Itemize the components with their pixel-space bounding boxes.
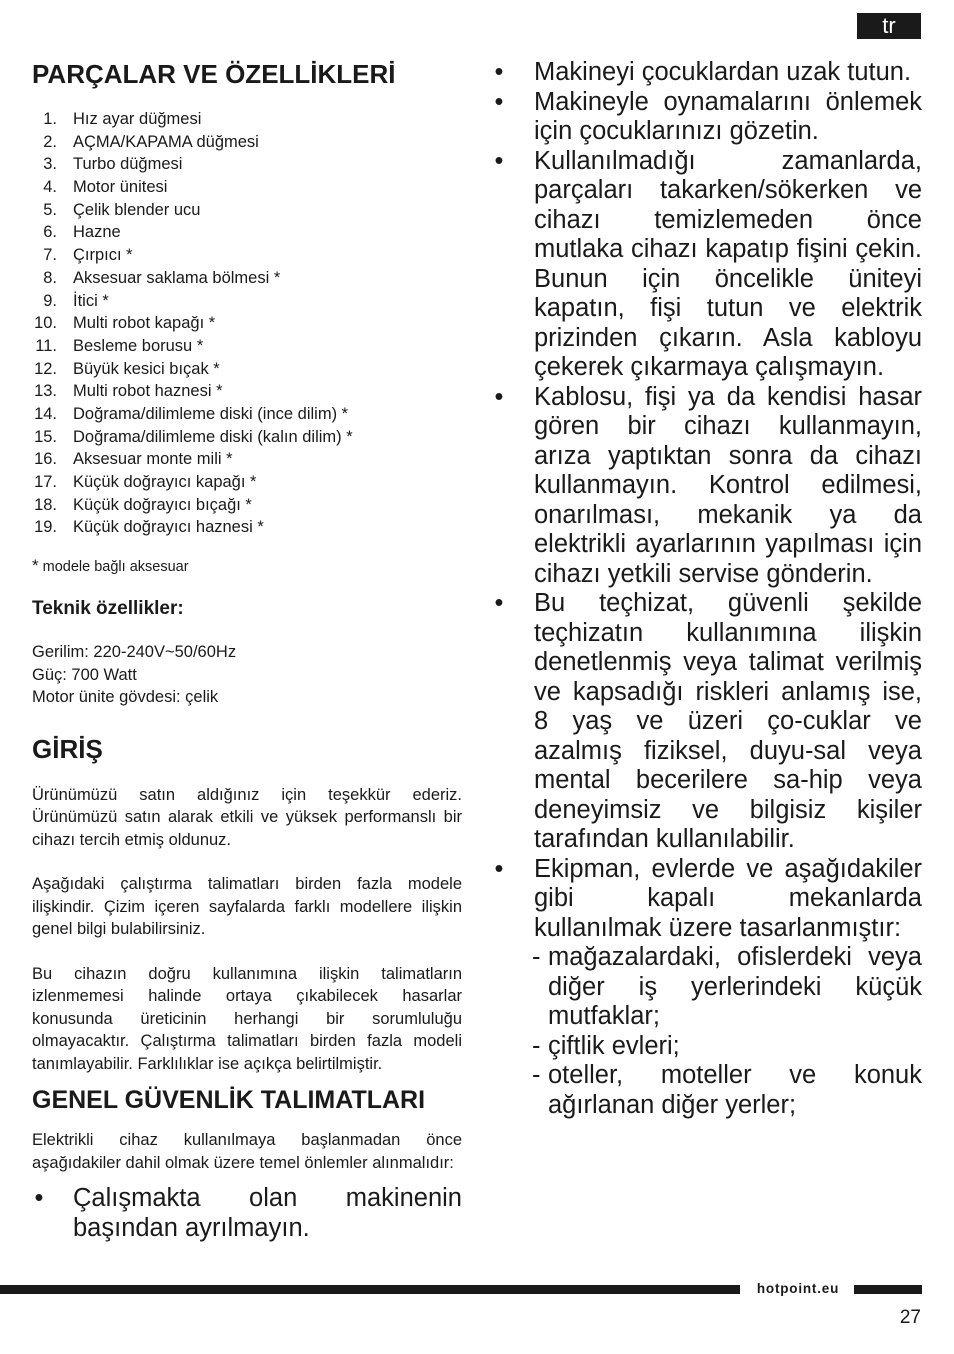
part-item	[32, 108, 462, 131]
giris-paragraph: Ürünümüzü satın aldığınız için teşekkür ederiz. Ürünümüzü satın alarak etkili ve yüksek performanslı bir cihazı tercih etmiş oldunuz.	[32, 785, 462, 849]
part-label: İtici *	[73, 291, 109, 310]
part-item	[32, 448, 462, 471]
bullet-item	[32, 1184, 462, 1243]
page-number: 27	[899, 1307, 921, 1328]
sub-item	[492, 1061, 922, 1120]
part-number: 9.	[43, 291, 57, 310]
bullet-text: Kullanılmadığı zamanlarda, parçaları takarken/sökerken ve cihazı temizlemeden önce mutlaka cihazı kapatıp fişini çekin. Bunun için öncelikle üniteyi kapatın, fişi tutun ve elektrik prizinden çıkarın. Asla kabloyu çekerek çıkarmaya çalışmayın.	[534, 146, 922, 381]
part-item	[32, 153, 462, 176]
sub-dash: -	[532, 1031, 541, 1060]
bullet-text: Kablosu, fişi ya da kendisi hasar gören bir cihazı kullanmayın, arıza yaptıktan sonra da cihazı kullanmayın. Kontrol edilmesi, onarılması, mekanik ya da elektrikli ayarlarının yapılması için cihazı yetkili servise gönderin.	[534, 382, 922, 588]
part-label: Çelik blender ucu	[73, 200, 201, 219]
part-number: 1.	[43, 110, 57, 128]
part-number: 8.	[43, 268, 57, 287]
bullet-dot: •	[494, 382, 504, 411]
part-number: 12.	[34, 359, 57, 378]
giris-paragraph: Aşağıdaki çalıştırma talimatları birden fazla modele ilişkindir. Çizim içeren sayfalarda farklı modellere ilişkin genel bilgi bulabilirsiniz.	[32, 875, 462, 939]
part-item	[32, 358, 462, 381]
part-label: Hazne	[73, 223, 121, 242]
part-number: 13.	[34, 382, 57, 401]
part-number: 6.	[43, 223, 57, 242]
sub-item-text: oteller, moteller ve konuk ağırlanan diğer yerler;	[548, 1061, 922, 1119]
part-label: Doğrama/dilimleme diski (ince dilim) *	[73, 404, 349, 423]
part-label: Küçük doğrayıcı bıçağı *	[73, 495, 252, 514]
part-label: Küçük doğrayıcı kapağı *	[73, 473, 257, 491]
part-item	[32, 335, 462, 358]
part-item	[32, 199, 462, 222]
sub-item	[492, 943, 922, 1032]
sub-dash: -	[532, 943, 541, 971]
right-column	[492, 58, 922, 1120]
language-tab: tr	[857, 13, 921, 39]
part-number: 11.	[35, 336, 57, 355]
bullet-dot: •	[494, 854, 504, 883]
part-item	[32, 471, 462, 494]
part-item	[32, 516, 462, 539]
bullet-item	[492, 88, 922, 147]
part-item	[32, 267, 462, 290]
part-number: 17.	[34, 473, 57, 491]
part-item	[32, 221, 462, 244]
sub-item	[492, 1032, 922, 1062]
right-bullet-list	[492, 58, 922, 943]
bullet-text: Çalışmakta olan makinenin başından ayrılmayın.	[73, 1184, 462, 1242]
part-label: Motor ünitesi	[73, 178, 168, 197]
bullet-dot: •	[494, 589, 504, 617]
parts-section-title: PARÇALAR VE ÖZELLİKLERİ	[32, 59, 396, 89]
part-label: Aksesuar saklama bölmesi *	[73, 268, 281, 287]
part-number: 14.	[34, 404, 57, 423]
part-number: 10.	[34, 314, 57, 333]
parts-footnote	[32, 557, 462, 576]
part-label: Multi robot kapağı *	[73, 314, 216, 333]
tech-title: Teknik özellikler:	[32, 598, 184, 620]
part-label: Turbo düğmesi	[73, 155, 183, 174]
part-label: Büyük kesici bıçak *	[73, 359, 220, 378]
part-number: 3.	[43, 155, 57, 174]
part-number: 16.	[34, 450, 57, 469]
genel-title: GENEL GÜVENLİK TALIMATLARI	[32, 1086, 426, 1115]
part-item	[32, 176, 462, 199]
bullet-dot: •	[494, 146, 504, 175]
part-label: Doğrama/dilimleme diski (kalın dilim) *	[73, 427, 353, 446]
sub-item-list	[492, 943, 922, 1120]
part-number: 5.	[43, 200, 57, 219]
part-item	[32, 380, 462, 403]
bullet-text: Makineyle oynamalarını önlemek için çocuklarınızı gözetin.	[534, 87, 922, 145]
left-column	[32, 58, 462, 1243]
part-label: Küçük doğrayıcı haznesi *	[73, 518, 264, 537]
part-label: Aksesuar monte mili *	[73, 450, 233, 469]
sub-dash: -	[532, 1061, 541, 1089]
part-item	[32, 131, 462, 154]
bullet-text: Makineyi çocuklardan uzak tutun.	[534, 58, 912, 86]
footer-rule-right	[854, 1285, 922, 1294]
part-item	[32, 403, 462, 426]
part-label: AÇMA/KAPAMA düğmesi	[73, 132, 259, 151]
part-label: Multi robot haznesi *	[73, 382, 223, 401]
bullet-item	[492, 58, 922, 88]
part-number: 19.	[34, 518, 57, 537]
part-item	[32, 494, 462, 517]
part-item	[32, 312, 462, 335]
footnote-text: modele bağlı aksesuar	[38, 559, 189, 576]
sub-item-text: çiftlik evleri;	[548, 1031, 680, 1060]
tech-body: Motor ünite gövdesi: çelik	[32, 688, 219, 707]
bullet-item	[492, 147, 922, 383]
footnote-star: *	[32, 556, 39, 576]
part-label: Hız ayar düğmesi	[73, 110, 202, 128]
genel-intro: Elektrikli cihaz kullanılmaya başlanmadan önce aşağıdakiler dahil olmak üzere temel önlemler alınmalıdır:	[32, 1131, 462, 1172]
part-item	[32, 290, 462, 313]
giris-paragraph: Bu cihazın doğru kullanımına ilişkin talimatların izlenmemesi halinde ortaya çıkabilecek hasarlar konusunda üreticinin herhangi bir sorumluluğu olmayacaktır. Çalıştırma talimatları birden fazla modeli tanımlayabilir. Farklılıklar ise açıkça belirtilmiştir.	[32, 964, 462, 1073]
part-item	[32, 244, 462, 267]
part-number: 2.	[43, 132, 57, 151]
part-number: 4.	[43, 178, 57, 197]
sub-item-text: mağazalardaki, ofislerdeki veya diğer iş yerlerindeki küçük mutfaklar;	[548, 943, 922, 1030]
bullet-item	[492, 383, 922, 590]
part-item	[32, 426, 462, 449]
footer-site: hotpoint.eu	[756, 1281, 840, 1296]
part-number: 15.	[34, 427, 57, 446]
bullet-item	[492, 855, 922, 944]
left-bullet-list	[32, 1184, 462, 1243]
parts-list	[32, 108, 462, 539]
tech-voltage: Gerilim: 220-240V~50/60Hz	[32, 643, 237, 662]
bullet-item	[492, 589, 922, 855]
bullet-dot: •	[494, 87, 504, 116]
tech-specs	[32, 641, 462, 709]
bullet-text: Bu teçhizat, güvenli şekilde teçhizatın kullanımına ilişkin denetlenmiş veya talimat verilmiş ve kapsadığı riskleri anlamış ise, 8 yaş ve üzeri ço-cuklar ve azalmış fiziksel, duyu-sal veya mental becerilere sa-hip veya deneyimsiz ve bilgisiz kişiler tarafından kullanılabilir.	[534, 589, 922, 853]
giris-title: GİRİŞ	[32, 733, 103, 764]
part-label: Besleme borusu *	[73, 336, 204, 355]
bullet-text: Ekipman, evlerde ve aşağıdakiler gibi kapalı mekanlarda kullanılmak üzere tasarlanmıştır:	[534, 854, 922, 942]
part-number: 18.	[34, 495, 57, 514]
part-label: Çırpıcı *	[73, 246, 133, 265]
tech-power: Güç: 700 Watt	[32, 665, 137, 684]
bullet-dot: •	[34, 1184, 44, 1213]
part-number: 7.	[43, 246, 57, 265]
bullet-dot: •	[494, 58, 504, 86]
footer-rule-left	[0, 1285, 740, 1294]
